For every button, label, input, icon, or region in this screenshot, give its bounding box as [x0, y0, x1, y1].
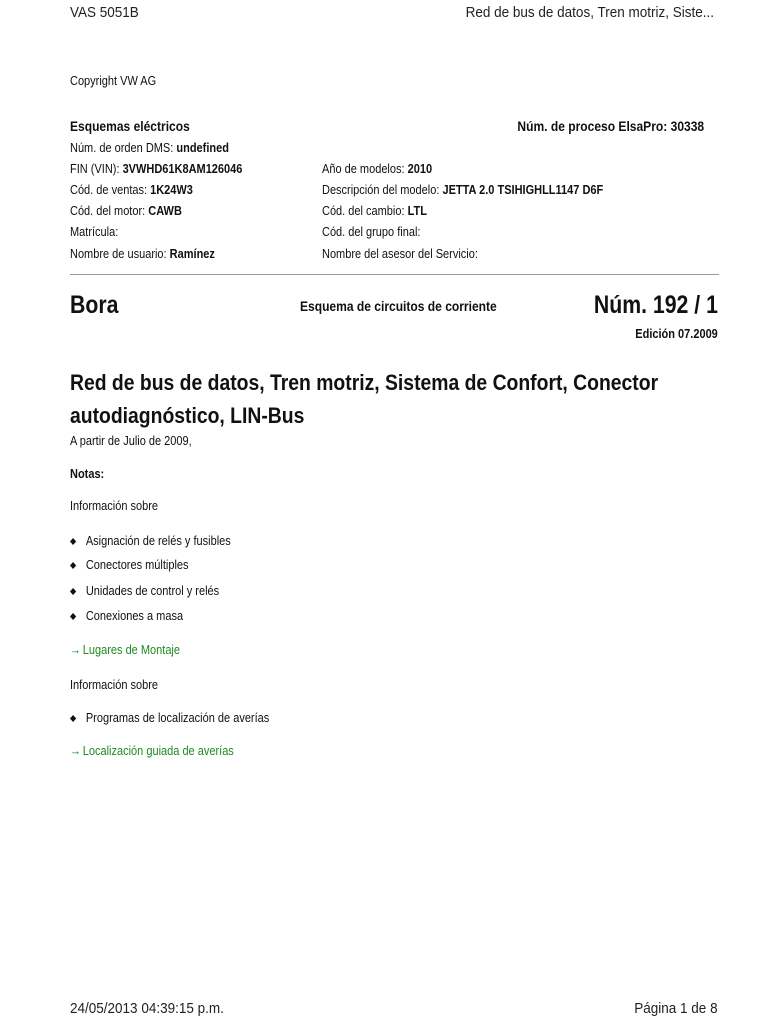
info-left-row [70, 183, 193, 197]
divider [70, 274, 719, 275]
info-left-row [70, 204, 182, 218]
process-number [517, 118, 704, 134]
info-left-row [70, 162, 242, 176]
field-label: Año de modelos: [322, 162, 405, 176]
info-right-row [322, 247, 478, 261]
link-label[interactable]: Lugares de Montaje [82, 643, 180, 657]
list-item-label: Unidades de control y relés [85, 584, 220, 598]
notes-label: Notas: [70, 467, 105, 481]
header-doc-title: Red de bus de datos, Tren motriz, Siste... [465, 4, 714, 21]
list-item [70, 558, 189, 572]
field-value: undefined [176, 141, 229, 155]
list-item [70, 711, 269, 725]
field-label: Cód. del cambio: [322, 204, 405, 218]
field-label: Matrícula: [70, 225, 119, 239]
list-item [70, 534, 231, 548]
field-label: Nombre de usuario: [70, 247, 167, 261]
field-label: FIN (VIN): [70, 162, 120, 176]
arrow-right-icon: → [70, 744, 81, 758]
link-lugares-de-montaje[interactable] [70, 643, 180, 657]
field-label: Nombre del asesor del Servicio: [322, 247, 478, 261]
page-title: Red de bus de datos, Tren motriz, Sistema de Confort, Conector autodiagnóstico, LIN-Bus [70, 370, 659, 428]
list-item-label: Asignación de relés y fusibles [85, 534, 231, 548]
field-label: Descripción del modelo: [322, 183, 440, 197]
link-localizacion-guiada[interactable] [70, 744, 234, 758]
info-label: Información sobre [70, 499, 159, 513]
header-app-name: VAS 5051B [70, 4, 139, 21]
field-value: 2010 [407, 162, 433, 176]
list-item [70, 584, 219, 598]
field-value: 1K24W3 [150, 183, 193, 197]
list-item-label: Conexiones a masa [85, 609, 184, 623]
schema-type: Esquema de circuitos de corriente [300, 298, 497, 314]
schema-number: Núm. 192 / 1 [593, 291, 718, 319]
list-item-label: Programas de localización de averías [85, 711, 270, 725]
process-label: Núm. de proceso ElsaPro: [517, 118, 668, 134]
bullet-icon [70, 587, 76, 594]
field-value: CAWB [148, 204, 182, 218]
model-name: Bora [70, 291, 119, 319]
info-right-row [322, 204, 427, 218]
bullet-icon [70, 537, 76, 544]
info-left-row [70, 225, 118, 239]
since-text: A partir de Julio de 2009, [70, 434, 192, 448]
field-value: 3VWHD61K8AM126046 [122, 162, 243, 176]
footer-page-number: Página 1 de 8 [634, 1000, 718, 1017]
field-label: Cód. del grupo final: [322, 225, 421, 239]
field-value: JETTA 2.0 TSIHIGHLL1147 D6F [442, 183, 604, 197]
bullet-icon [70, 612, 76, 619]
list-item [70, 609, 183, 623]
field-value: Ramínez [169, 247, 215, 261]
info-right-row [322, 162, 432, 176]
info-left-row [70, 141, 229, 155]
field-label: Núm. de orden DMS: [70, 141, 174, 155]
field-label: Cód. de ventas: [70, 183, 148, 197]
process-value: 30338 [670, 118, 704, 134]
arrow-right-icon: → [70, 643, 81, 657]
footer-timestamp: 24/05/2013 04:39:15 p.m. [70, 1000, 224, 1017]
info-right-row [322, 183, 603, 197]
list-item-label: Conectores múltiples [85, 558, 189, 572]
field-value: LTL [407, 204, 427, 218]
edition: Edición 07.2009 [635, 327, 718, 341]
info-right-row [322, 225, 420, 239]
link-label[interactable]: Localización guiada de averías [82, 744, 234, 758]
field-label: Cód. del motor: [70, 204, 146, 218]
bullet-icon [70, 714, 76, 721]
copyright-text: Copyright VW AG [70, 74, 157, 88]
section-label: Esquemas eléctricos [70, 118, 190, 134]
bullet-icon [70, 561, 76, 568]
info-label: Información sobre [70, 678, 159, 692]
info-left-row [70, 247, 215, 261]
